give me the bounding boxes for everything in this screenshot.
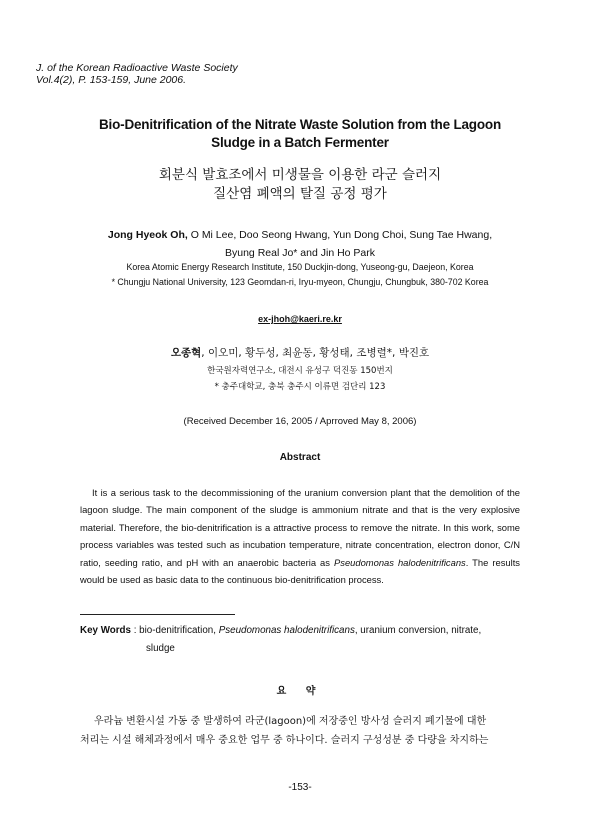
korean-affiliation-kaeri: 한국원자력연구소, 대전시 유성구 덕진동 150번지 [207,366,393,376]
korean-abstract-line-1 [80,712,520,731]
korean-title-line-2: 질산염 폐액의 탈질 공정 평가 [213,186,387,202]
journal-volume: Vol.4(2), P. 153-159, June 2006. [36,74,187,86]
title-line-1: Bio-Denitrification of the Nitrate Waste Solution from the Lagoon [99,117,501,132]
korean-abstract-line-2: 처리는 시설 해체과정에서 매우 중요한 업무 중 하나이다. 슬러지 구성성분 중 다량을 차지하는 [80,735,489,746]
keywords-species: Pseudomonas halodenitrificans [218,625,355,636]
abstract-species: Pseudomonas halodenitrificans [334,556,466,568]
abstract-heading: Abstract [279,452,321,463]
paper-title [60,116,540,152]
lead-author: Jong Hyeok Oh, [107,229,188,241]
page-number: -153- [288,782,312,793]
korean-title [60,166,540,204]
keywords-separator: : [131,625,140,636]
korean-abstract-heading: 요 약 [276,686,324,697]
corresponding-email: ex-jhoh@kaeri.re.kr [258,314,342,324]
title-line-2: Sludge in a Batch Fermenter [211,135,389,150]
journal-citation [36,62,238,86]
affiliation-chungju: * Chungju National University, 123 Geomdan-ri, Iryu-myeon, Chungju, Chungbuk, 380-702 Korea [111,277,489,287]
abstract-text-end: . The results would be used as basic data to the continuous bio-denitrification process. [80,556,520,586]
received-dates: (Received December 16, 2005 / Aprroved May 8, 2006) [183,416,417,427]
korean-affiliation-chungju: * 충주대학교, 충북 충주시 이류면 검단리 123 [214,382,386,392]
korean-title-line-1: 회분식 발효조에서 미생물을 이용한 라군 슬러지 [158,167,442,183]
author-list [60,226,540,262]
keywords-line-1 [80,622,520,640]
author-line-1 [60,226,540,244]
co-authors: O Mi Lee, Doo Seong Hwang, Yun Dong Choi, Sung Tae Hwang, [187,229,493,241]
abstract-body [80,484,520,588]
korean-abstract-body [80,712,520,750]
keywords-label: Key Words [80,625,131,636]
journal-name: J. of the Korean Radioactive Waste Society [36,62,238,74]
author-line-2: Byung Real Jo* and Jin Ho Park [225,247,375,259]
korean-co-authors: , 이오미, 황두성, 최윤동, 황성태, 조병렬*, 박진호 [201,347,430,359]
korean-abstract-text-1: 우라늄 변환시설 가동 중 발생하여 라군(lagoon)에 저장중인 방사성 슬러지 폐기물에 대한 [94,716,487,727]
keywords [80,622,520,658]
keywords-line-2: sludge [146,643,175,654]
korean-author-list [60,345,540,360]
keywords-part-1: bio-denitrification, [139,625,219,636]
keywords-part-2: , uranium conversion, nitrate, [354,625,482,636]
keywords-divider [80,614,235,615]
affiliation-kaeri: Korea Atomic Energy Research Institute, 150 Duckjin-dong, Yuseong-gu, Daejeon, Korea [126,262,474,272]
korean-lead-author: 오종혁 [170,347,202,359]
abstract-text: It is a serious task to the decommissioning of the uranium conversion plant that the demolition of the lagoon sludge. The main component of the sludge is ammonium nitrate and that is the very explosive material. Therefore, the bio-denitrification is a attractive process to remove the nitrate. In this work, some process variables was tested such as incubation temperature, nitrate concentration, electron donor, C/N ratio, seeding ratio, and pH with an anaerobic bacteria as [80,487,520,568]
